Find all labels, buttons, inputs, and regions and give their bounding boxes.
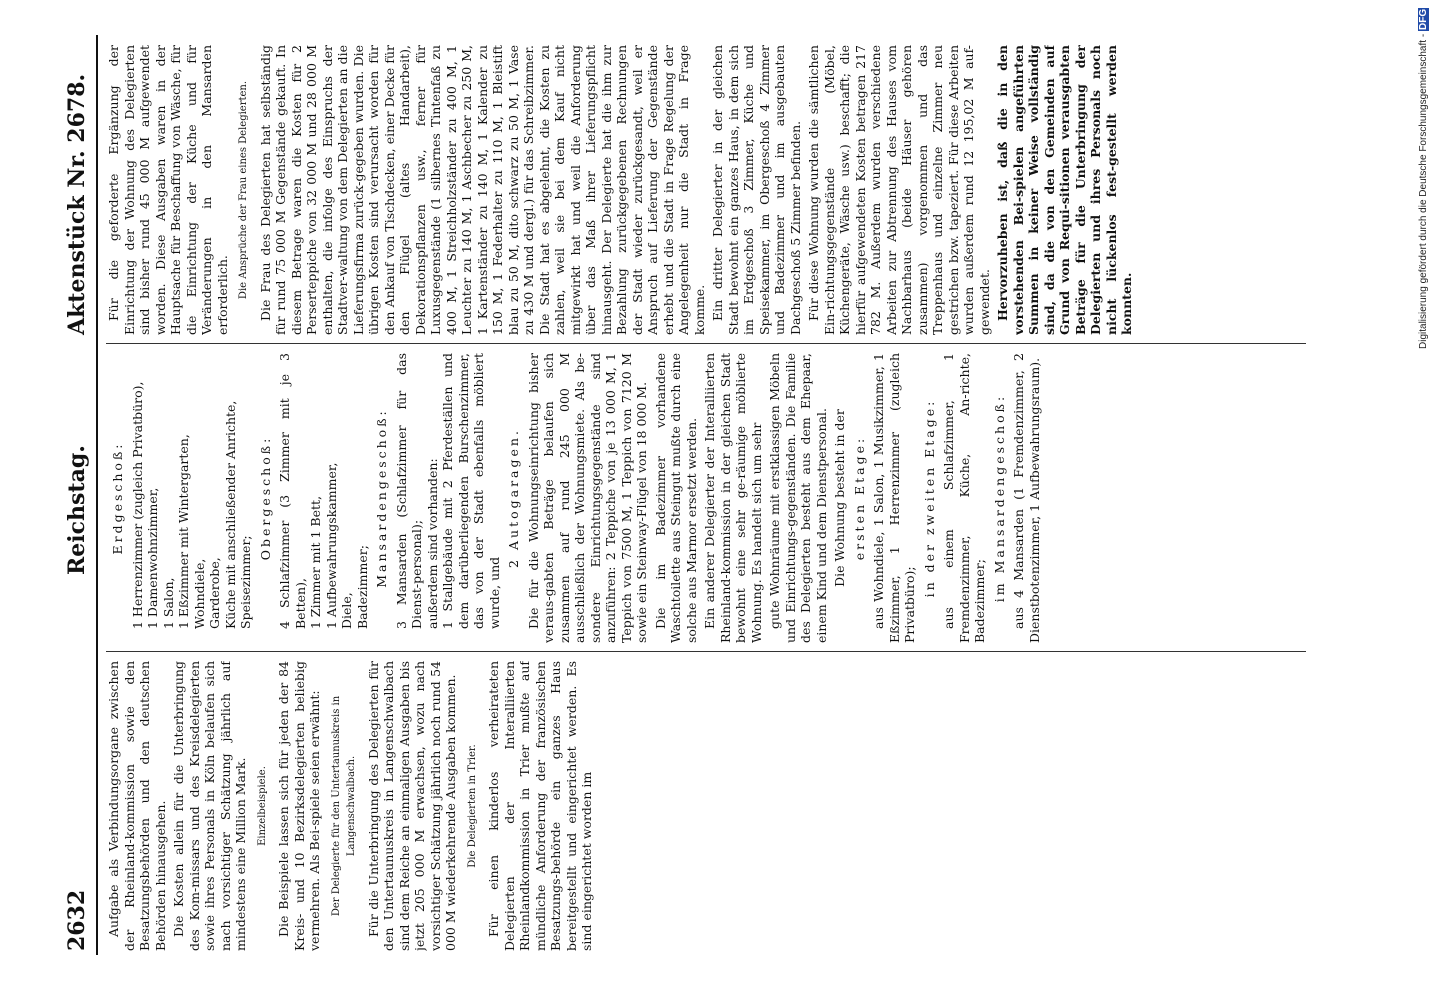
list-item: 3 Mansarden (Schlafzimmer für das Dienst-personal); <box>393 353 424 629</box>
digitization-credit <box>1418 8 1429 988</box>
section-heading: Mansardengeschoß: <box>374 408 389 588</box>
paragraph: Die Frau des Delegierten hat selbständig für rund 75 000 M Gegenstände gekauft. In diesem Betrage waren die Kosten für 2 Perserteppiche von 32 000 M und 28 000 M enthalten, die infolge des Einspruchs der Stadtver-waltung von dem Delegierten an die Lieferungsfirma zurück-gegeben wurden. Die übrigen Kosten sind verursacht worden für den Ankauf von Tischdecken, einer Decke für den Flügel (altes Handarbeit), Dekorationspflanzen usw., ferner für Luxusgegenstände (1 silbernes Tintenfaß zu 400 M, 1 Streichholzständer zu 400 M, 1 Leuchter zu 140 M, 1 Aschbecher zu 250 M, 1 Kartenständer zu 140 M, 1 Kalender zu 150 M, 1 Federhalter zu 110 M, 1 Bleistift blau zu 50 M, dito schwarz zu 50 M, 1 Vase zu 430 M und dergl.) für das Schreibzimmer. Die Stadt hat es abgelehnt, die Kosten zu zahlen, weil sie bei dem Kauf nicht mitgewirkt hat und weil die Anforderung über das Maß ihrer Lieferungspflicht hinausgeht. Der Delegierte hat die ihm zur Bezahlung zurückgegebenen Rechnungen der Stadt wieder zurückgesandt, weil er Anspruch auf Lieferung der Gegenstände erhebt und die Stadt in Frage Regelung der Angelegenheit nur die Stadt in Frage komme. <box>257 45 707 335</box>
column-divider <box>106 651 1306 652</box>
paragraph: Hervorzuheben ist, daß die in den vorstehenden Bei-spielen angeführten Summen in keiner Weise vollständig sind, da die von den Gemeinden auf Grund von Requi-sitionen verausgabten Beträge für die Unterbringung der Delegierten und ihres Personals noch nicht lückenlos fest-gestellt werden konnten. <box>995 45 1134 335</box>
paragraph: gute Wohnräume mit erstklassigen Möbeln und Einrichtungs-gegenständen. Die Familie des Delegierten besteht aus dem Ehepaar, einem Kind und dem Dienstpersonal. <box>767 353 829 643</box>
list-item: außerdem sind vorhanden: <box>424 458 440 629</box>
section-heading: Obergeschoß: <box>257 435 273 561</box>
list-item: Wohndiele, <box>191 558 207 629</box>
section-heading: im Mansardengeschoß: <box>991 393 1007 603</box>
page-number: 2632 <box>64 889 90 951</box>
paragraph: Für diese Wohnung wurden die sämtlichen Ein-richtungsgegenstände (Möbel, Küchengeräte, Wäsche usw.) beschafft; die hierfür aufgewendeten Kosten betragen 217 782 M. Außerdem wurden verschiedene Arbeiten zur Abtrennung des Hauses vom Nachbarhaus (beide Häuser gehören zusammen) vorgenommen und das Treppenhaus und einzelne Zimmer neu gestrichen bzw. tapeziert. Für diese Arbeiten wurden außerdem rund 12 195,02 M auf-gewendet. <box>806 45 992 335</box>
header-left-title: Reichstag. <box>64 445 90 575</box>
paragraph: Die Beispiele lassen sich für jeden der 84 Kreis- und 10 Bezirksdelegierten beliebig vermehren. Als Bei-spiele seien erwähnt: <box>276 661 322 951</box>
page-header <box>60 35 98 955</box>
rotated-document <box>60 35 1360 955</box>
list-item: Garderobe, <box>207 557 222 629</box>
list-item: 1 Stallgebäude mit 2 Pferdeställen und dem darüberliegenden Burschenzimmer, das von der Stadt ebenfalls möbliert wurde, und <box>440 353 502 629</box>
list-item: 1 Eßzimmer mit Wintergarten, <box>176 434 191 629</box>
text-column-3 <box>106 45 1306 335</box>
paragraph: Ein dritter Delegierter in der gleichen Stadt bewohnt ein ganzes Haus, in dem sich im Erdgeschoß 3 Zimmer, Küche und Speisekammer, im Obergeschoß 4 Zimmer und Badezimmer und im ausgebauten Dachgeschoß 5 Zimmer befinden. <box>710 45 803 335</box>
paragraph: Die Kosten allein für die Unterbringung des Kom-missars und des Kreisdelegierten sowie ihres Personals in Köln belaufen sich nach vorsichtiger Schätzung jährlich auf mindestens eine Million Mark. <box>171 661 248 951</box>
section-heading: Einzelbeispiele. <box>256 766 268 846</box>
section-heading: Die Ansprüche der Frau eines Delegierten. <box>238 80 249 300</box>
section-heading: 2 Autogaragen. <box>506 428 521 568</box>
section-heading: ersten Etage: <box>851 435 867 561</box>
list-item: Speisezimmer; <box>238 535 253 629</box>
credit-text: Digitalisierung gefördert durch die Deutsche Forschungsgemeinschaft - <box>1418 31 1429 350</box>
list-item: 1 Herrenzimmer (zugleich Privatbüro), <box>129 381 145 629</box>
paragraph: Ein anderer Delegierter der Interalliierten Rheinland-kommission in der gleichen Stadt bewohnt eine sehr ge-räumige möblierte Wohnung. Es handelt sich um sehr <box>702 353 764 643</box>
text-column-1 <box>106 661 1306 951</box>
paragraph: Für die Unterbringung des Delegierten für den Untertaunuskreis in Langenschwalbach sind dem Reiche an einmaligen Ausgaben bis jetzt 205 000 M erwachsen, wozu nach vorsichtiger Schätzung jährlich noch rund 54 000 M wiederkehrende Ausgaben kommen. <box>365 661 458 951</box>
section-heading: in der zweiten Etage: <box>921 398 937 598</box>
paragraph: Für einen kinderlos verheirateten Delegierten der Interalliierten Rheinlandkommission in Trier mußte auf mündliche Anforderung der französischen Besatzungs-behörde ein ganzes Haus bereitgestellt und eingerichtet werden. Es sind eingerichtet worden im <box>486 661 594 951</box>
section-heading: Erdgeschoß: <box>110 441 125 555</box>
column-divider <box>106 343 1306 344</box>
list-item: 4 Schlafzimmer (3 Zimmer mit je 3 Betten), <box>277 353 308 629</box>
text-column-2 <box>106 353 1306 643</box>
header-right-title: Aktenstück Nr. 2678. <box>64 73 90 335</box>
paragraph: Die für die Wohnungseinrichtung bisher veraus-gabten Beträge belaufen sich zusammen auf rund 245 000 M ausschließlich der Wohnungsmiete. Als be-sondere Einrichtungsgegenstände sind anzuführen: 2 Teppiche von je 13 000 M, 1 Teppich von 7500 M, 1 Teppich von 7120 M sowie ein Steinway-Flügel von 18 000 M. <box>525 353 649 643</box>
paragraph: aus einem Schlafzimmer, 1 Fremdenzimmer, Küche, An-richte, Badezimmer; <box>941 353 987 643</box>
paragraph: Die Wohnung besteht in der <box>832 409 847 587</box>
list-item: Diele, <box>339 592 354 629</box>
paragraph: Aufgabe als Verbindungsorgane zwischen der Rheinland-kommission sowie den Besatzungsbehörden und den deutschen Behörden hinausgehen. <box>106 661 168 951</box>
list-item: 1 Damenwohnzimmer, <box>145 487 160 629</box>
dfg-logo: DFG <box>1418 9 1429 31</box>
paragraph: aus 4 Mansarden (1 Fremdenzimmer, 2 Dienstbotenzimmer, 1 Aufbewahrungsraum). <box>1011 353 1042 643</box>
paragraph: Für die geforderte Ergänzung der Einrichtung der Wohnung des Delegierten sind bisher rund 45 000 M aufgewendet worden. Diese Ausgaben waren in der Hauptsache für Beschaffung von Wäsche, für die Einrichtung der Küche und für Veränderungen in den Mansarden erforderlich. <box>106 45 230 335</box>
section-heading: Die Delegierten in Trier. <box>466 744 478 868</box>
paragraph: aus Wohndiele, 1 Salon, 1 Musikzimmer, 1 Eßzimmer, 1 Herrenzimmer (zugleich Privatbüro); <box>871 353 917 643</box>
list-item: Badezimmer; <box>354 545 370 629</box>
list-item: Küche mit anschließender Anrichte, <box>222 400 238 629</box>
list-item: 1 Aufbewahrungskammer, <box>323 462 339 629</box>
list-item: 1 Zimmer mit 1 Bett, <box>308 495 323 629</box>
paragraph: Die im Badezimmer vorhandene Waschtoilette aus Steingut mußte durch eine solche aus Marmor ersetzt werden. <box>652 353 699 643</box>
list-item: 1 Salon, <box>160 577 176 629</box>
section-heading: Der Delegierte für den Untertaunuskreis in Langenschwalbach. <box>330 695 357 917</box>
